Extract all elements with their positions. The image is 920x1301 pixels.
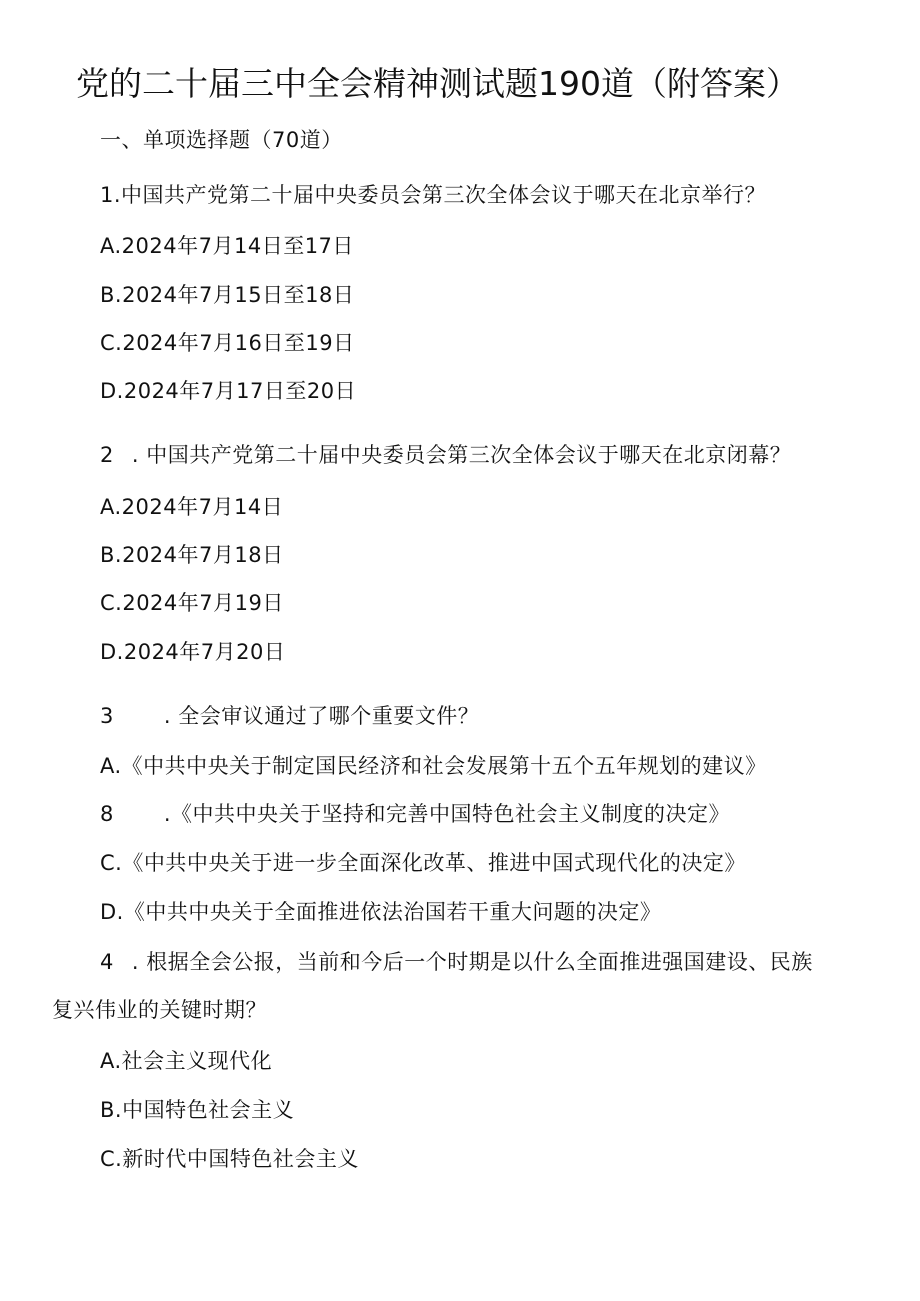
question-4-option-c: C.新时代中国特色社会主义	[100, 1147, 359, 1171]
question-number: 1.	[100, 183, 122, 207]
question-1-option-c: C.2024年7月16日至19日	[100, 331, 355, 355]
question-2-stem	[100, 441, 791, 469]
question-1-option-d: D.2024年7月17日至20日	[100, 379, 357, 403]
question-4-stem-continued: 复兴伟业的关键时期？	[52, 998, 267, 1022]
question-2-option-d: D.2024年7月20日	[100, 640, 286, 664]
question-4-option-a: A.社会主义现代化	[100, 1049, 273, 1073]
question-text: . 根据全会公报，当前和今后一个时期是以什么全面推进强国建设、民族	[131, 950, 813, 974]
question-3-option-b	[100, 800, 730, 828]
question-number: 4	[100, 950, 114, 974]
question-4-stem	[100, 948, 813, 976]
question-number: 2	[100, 443, 114, 467]
question-2-option-b: B.2024年7月18日	[100, 543, 284, 567]
question-3-option-d: D.《中共中央关于全面推进依法治国若干重大问题的决定》	[100, 900, 662, 924]
question-number: 3	[100, 704, 114, 728]
question-2-option-c: C.2024年7月19日	[100, 591, 284, 615]
question-4-option-b: B.中国特色社会主义	[100, 1098, 295, 1122]
question-2-option-a: A.2024年7月14日	[100, 495, 284, 519]
question-3-option-c: C.《中共中央关于进一步全面深化改革、推进中国式现代化的决定》	[100, 851, 746, 875]
question-1-stem	[100, 181, 766, 209]
question-text: 中国共产党第二十届中央委员会第三次全体会议于哪天在北京举行？	[121, 183, 767, 207]
question-text: . 中国共产党第二十届中央委员会第三次全体会议于哪天在北京闭幕？	[131, 443, 792, 467]
document-title: 党的二十届三中全会精神测试题190道（附答案）	[76, 64, 799, 103]
question-3-stem	[100, 702, 479, 730]
question-text: . 全会审议通过了哪个重要文件？	[163, 704, 480, 728]
option-text: .《中共中央关于坚持和完善中国特色社会主义制度的决定》	[163, 802, 731, 826]
section-heading: 一、单项选择题（70道）	[100, 128, 343, 152]
question-3-option-a: A.《中共中央关于制定国民经济和社会发展第十五个五年规划的建议》	[100, 754, 767, 778]
question-1-option-a: A.2024年7月14日至17日	[100, 234, 354, 258]
option-label: 8	[100, 802, 114, 826]
question-1-option-b: B.2024年7月15日至18日	[100, 283, 355, 307]
